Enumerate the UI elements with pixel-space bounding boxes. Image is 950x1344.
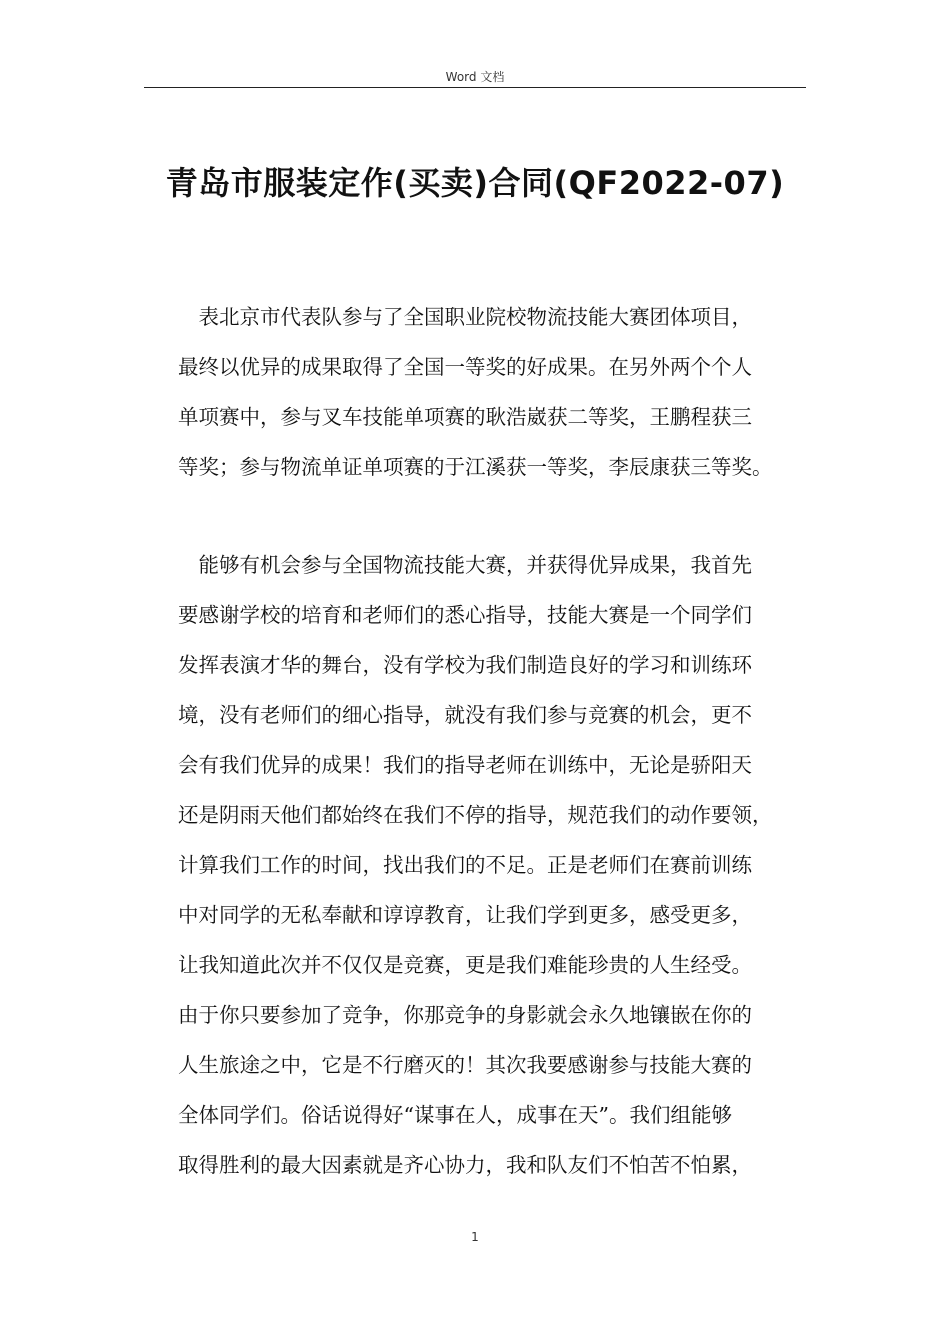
paragraph-line: 单项赛中，参与叉车技能单项赛的耿浩崴获二等奖，王鹏程获三: [178, 405, 752, 429]
paragraph-line: 发挥表演才华的舞台，没有学校为我们制造良好的学习和训练环: [178, 653, 752, 677]
page-number: 1: [471, 1230, 479, 1244]
paragraph-line: 最终以优异的成果取得了全国一等奖的好成果。在另外两个个人: [178, 355, 752, 379]
header-divider: [144, 87, 806, 88]
header-label: Word 文档: [445, 70, 505, 84]
paragraph-line: 全体同学们。俗话说得好“谋事在人，成事在天”。我们组能够: [178, 1103, 732, 1127]
paragraph-line: 让我知道此次并不仅仅是竞赛，更是我们难能珍贵的人生经受。: [178, 953, 752, 977]
paragraph-line: 中对同学的无私奉献和谆谆教育，让我们学到更多，感受更多，: [178, 903, 752, 927]
paragraph-2: [178, 540, 818, 1190]
paragraph-line: 境，没有老师们的细心指导，就没有我们参与竞赛的机会，更不: [178, 703, 752, 727]
paragraph-line: 表北京市代表队参与了全国职业院校物流技能大赛团体项目，: [178, 305, 752, 329]
paragraph-line: 会有我们优异的成果！我们的指导老师在训练中，无论是骄阳天: [178, 753, 752, 777]
paragraph-line: 取得胜利的最大因素就是齐心协力，我和队友们不怕苦不怕累，: [178, 1153, 752, 1177]
paragraph-line: 等奖；参与物流单证单项赛的于江溪获一等奖，李辰康获三等奖。: [178, 455, 773, 479]
paragraph-line: 还是阴雨天他们都始终在我们不停的指导，规范我们的动作要领，: [178, 803, 773, 827]
paragraph-line: 能够有机会参与全国物流技能大赛，并获得优异成果，我首先: [178, 553, 752, 577]
document-title: 青岛市服装定作(买卖)合同(QF2022-07): [165, 164, 785, 202]
paragraph-line: 人生旅途之中，它是不行磨灭的！其次我要感谢参与技能大赛的: [178, 1053, 752, 1077]
paragraph-1: [178, 292, 818, 492]
paragraph-line: 计算我们工作的时间，找出我们的不足。正是老师们在赛前训练: [178, 853, 752, 877]
paragraph-line: 由于你只要参加了竞争，你那竞争的身影就会永久地镶嵌在你的: [178, 1003, 752, 1027]
paragraph-line: 要感谢学校的培育和老师们的悉心指导，技能大赛是一个同学们: [178, 603, 752, 627]
